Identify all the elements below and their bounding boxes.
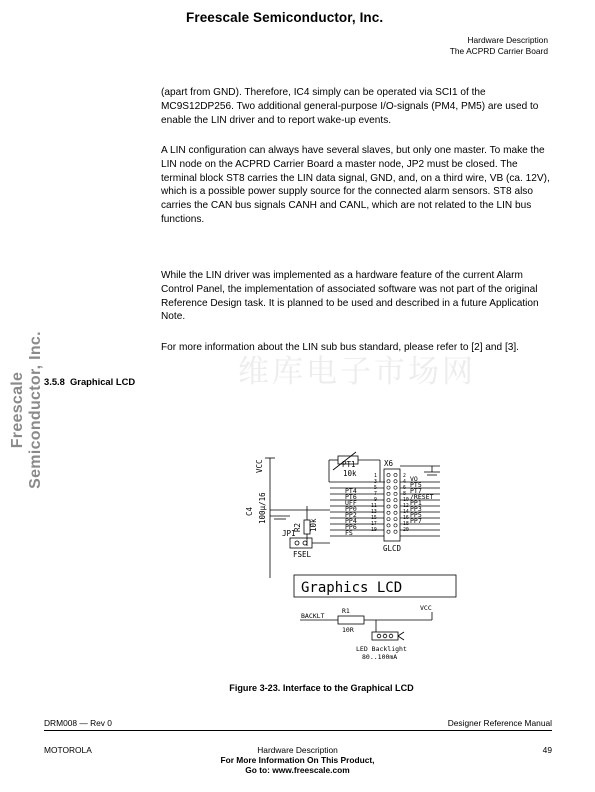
right-signal-label: PP3 bbox=[410, 505, 422, 513]
sidebar-brand-text: Freescale Semiconductor, Inc. bbox=[9, 331, 44, 489]
section-title: Graphical LCD bbox=[70, 376, 136, 387]
glcd-label: GLCD bbox=[383, 544, 402, 553]
pin-number: 16 bbox=[403, 516, 409, 521]
left-signal-label: PT6 bbox=[345, 493, 357, 501]
pin-marker bbox=[387, 530, 390, 533]
left-signal-label: PP6 bbox=[345, 523, 357, 531]
pin-marker bbox=[387, 492, 390, 495]
pin-number: 1 bbox=[374, 474, 377, 479]
c4-value: 100µ/16 bbox=[258, 492, 267, 524]
graphics-lcd-label: Graphics LCD bbox=[301, 580, 403, 596]
pin-number: 8 bbox=[403, 492, 406, 497]
x6-label: X6 bbox=[384, 459, 394, 468]
pin-number: 6 bbox=[403, 486, 406, 491]
footer-divider bbox=[44, 730, 552, 731]
footer-info-line1: For More Information On This Product, bbox=[220, 755, 375, 765]
pin-marker bbox=[387, 524, 390, 527]
pin-marker bbox=[387, 518, 390, 521]
left-signal-label: PP0 bbox=[345, 505, 357, 513]
right-signal-label: PP1 bbox=[410, 499, 422, 507]
footer-manual-title: Designer Reference Manual bbox=[447, 718, 552, 728]
pin-number: 3 bbox=[374, 480, 377, 485]
pin-marker bbox=[387, 499, 390, 502]
pin-number: 14 bbox=[403, 510, 409, 515]
footer-company: MOTOROLA bbox=[44, 745, 92, 755]
pin-number: 2 bbox=[403, 474, 406, 479]
footer-section: Hardware Description bbox=[257, 745, 338, 755]
section-number: 3.5.8 bbox=[44, 376, 65, 387]
paragraph: While the LIN driver was implemented as a hardware feature of the current Alarm Control Panel, the implementation of associated software was not part of the original Reference Design task. It is planned to be used and described in a future Application Note. bbox=[161, 270, 539, 323]
pin-marker bbox=[394, 473, 397, 476]
paragraph: (apart from GND). Therefore, IC4 simply can be operated via SCI1 of the MC9S12DP256. Two additional general-purpose I/O-signals (PM4, PM5) are used to enable the LIN driver and to report wake-up events. bbox=[161, 87, 539, 126]
r2-value: 10k bbox=[309, 518, 318, 532]
pin-number: 18 bbox=[403, 522, 409, 527]
pin-marker bbox=[394, 524, 397, 527]
left-signal-label: PT4 bbox=[345, 487, 357, 495]
pin-number: 12 bbox=[403, 504, 409, 509]
right-signal-label: PP7 bbox=[410, 517, 422, 525]
header-subsection-title: The ACPRD Carrier Board bbox=[449, 46, 548, 56]
r1-label: R1 bbox=[342, 607, 350, 615]
pin-marker bbox=[394, 511, 397, 514]
right-signal-label: PT7 bbox=[410, 487, 422, 495]
pin-number: 13 bbox=[371, 510, 377, 515]
r1-value: 10R bbox=[342, 626, 354, 634]
footer-doc-id: DRM008 — Rev 0 bbox=[44, 718, 112, 728]
pin-number: 20 bbox=[403, 528, 409, 533]
pin-number: 11 bbox=[371, 504, 377, 509]
pin-marker bbox=[394, 530, 397, 533]
pin-marker bbox=[394, 505, 397, 508]
right-signal-label: VO bbox=[410, 475, 418, 483]
left-signal-label: PP2 bbox=[345, 511, 357, 519]
watermark: 维库电子市场网 bbox=[238, 354, 476, 390]
pin-number: 7 bbox=[374, 492, 377, 497]
r2-label: R2 bbox=[293, 522, 302, 532]
page-brand-title: Freescale Semiconductor, Inc. bbox=[186, 10, 384, 25]
header-section-title: Hardware Description bbox=[467, 35, 548, 45]
backlight-current-label: 80..100mA bbox=[362, 653, 398, 661]
paragraph: A LIN configuration can always have several slaves, but only one master. To make the LIN node on the ACPRD Carrier Board a master node, JP2 must be closed. The terminal block ST8 carries the LIN data signal, GND, and, on a third wire, VB (ca. 12V), which is a possible power supply source for the connected alarm sensors. ST8 also carries the CAN bus signals CANH and CANL, which are not related to the LIN bus functions. bbox=[161, 145, 550, 225]
pt1-value: 10k bbox=[343, 469, 357, 478]
pin-marker bbox=[387, 473, 390, 476]
pin-marker bbox=[394, 499, 397, 502]
pin-number: 17 bbox=[371, 522, 377, 527]
pin-marker bbox=[387, 511, 390, 514]
c4-label: C4 bbox=[245, 506, 254, 516]
pin-marker bbox=[394, 480, 397, 483]
paragraph: For more information about the LIN sub bus standard, please refer to [2] and [3]. bbox=[161, 342, 519, 353]
vcc-label: VCC bbox=[420, 604, 432, 612]
pin-marker bbox=[394, 486, 397, 489]
right-signal-label: PP5 bbox=[410, 511, 422, 519]
left-signal-label: UFF bbox=[345, 499, 357, 507]
pin-marker bbox=[394, 492, 397, 495]
backlight-label: LED Backlight bbox=[356, 645, 407, 653]
pin-number: 10 bbox=[403, 498, 409, 503]
fsel-label: FSEL bbox=[293, 550, 312, 559]
left-signal-label: FS bbox=[345, 529, 353, 537]
right-signal-label: /RESET bbox=[410, 493, 434, 501]
pin-number: 19 bbox=[371, 528, 377, 533]
pin-marker bbox=[387, 480, 390, 483]
pin-marker bbox=[394, 518, 397, 521]
page-number: 49 bbox=[542, 745, 552, 755]
pin-marker bbox=[387, 505, 390, 508]
left-signal-label: PP4 bbox=[345, 517, 357, 525]
pin-number: 4 bbox=[403, 480, 406, 485]
jp1-label: JP1 bbox=[282, 529, 296, 538]
right-signal-label: PT5 bbox=[410, 481, 422, 489]
figure-caption: Figure 3-23. Interface to the Graphical LCD bbox=[229, 683, 414, 693]
pin-number: 5 bbox=[374, 486, 377, 491]
vcc-label: VCC bbox=[255, 459, 264, 473]
pin-number: 9 bbox=[374, 498, 377, 503]
footer-info-line2: Go to: www.freescale.com bbox=[245, 765, 350, 775]
backlight-signal-label: BACKLT bbox=[301, 612, 325, 620]
pt1-label: PT1 bbox=[342, 460, 356, 469]
pin-marker bbox=[387, 486, 390, 489]
pin-number: 15 bbox=[371, 516, 377, 521]
